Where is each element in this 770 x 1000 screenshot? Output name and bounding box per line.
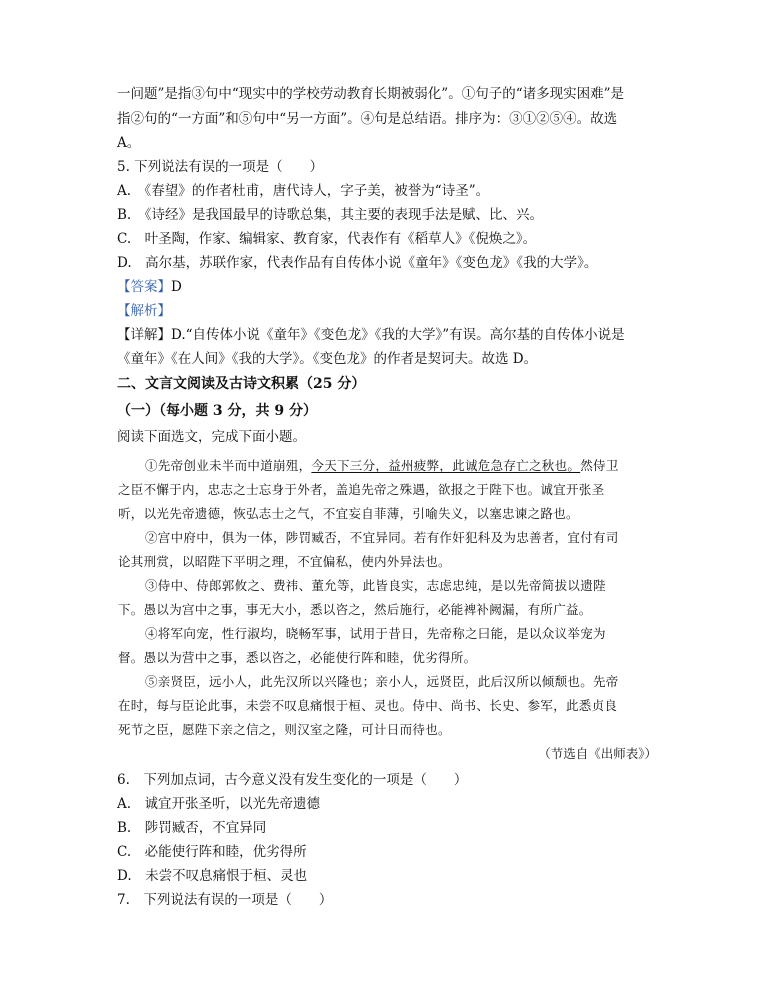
detail-label: 【详解】: [117, 327, 171, 343]
instruction: 阅读下面选文，完成下面小题。: [117, 429, 306, 445]
passage-text: ①先帝创业未半而中道崩殂，: [145, 458, 312, 473]
text-line: A。: [117, 135, 141, 151]
passage-line: [145, 456, 619, 476]
section-title: 二、文言文阅读及古诗文积累（25 分）: [117, 376, 366, 392]
passage-text: 然侍卫: [580, 458, 619, 473]
option-a: A. 诚宜开张圣听，以光先帝遗德: [117, 796, 321, 812]
passage-line: 死节之臣，愿陛下亲之信之，则汉室之隆，可计日而待也。: [118, 722, 451, 737]
passage-line: ③侍中、侍郎郭攸之、费祎、董允等，此皆良实，志虑忠纯，是以先帝简拔以遗陛: [145, 578, 606, 593]
passage-line: 下。愚以为宫中之事，事无大小，悉以咨之，然后施行，必能裨补阙漏，有所广益。: [118, 602, 592, 617]
passage-line: 论其刑赏，以昭陛下平明之理，不宜偏私，使内外异法也。: [118, 554, 451, 569]
option-c: C. 叶圣陶，作家、编辑家、教育家，代表作有《稻草人》《倪焕之》。: [117, 231, 537, 247]
option-c: C. 必能使行阵和睦，优劣得所: [117, 844, 307, 860]
underlined-sentence: 今天下三分，益州疲弊，此诚危急存亡之秋也。: [311, 458, 581, 473]
passage-line: 在时，每与臣论此事，未尝不叹息痛恨于桓、灵也。侍中、尚书、长史、参军，此悉贞良: [118, 698, 618, 713]
option-a: A. 《春望》的作者杜甫，唐代诗人，字子美，被誉为“诗圣”。: [117, 183, 490, 199]
detail-line: [117, 325, 625, 345]
passage-line: ⑤亲贤臣，远小人，此先汉所以兴隆也；亲小人，远贤臣，此后汉所以倾颓也。先帝: [145, 674, 619, 689]
subsection-title: （一）（每小题 3 分，共 9 分）: [117, 403, 317, 419]
passage-line: 听，以光先帝遗德，恢弘志士之气，不宜妄自菲薄，引喻失义，以塞忠谏之路也。: [118, 506, 579, 521]
detail-text: D.“自传体小说《童年》《变色龙》《我的大学》”有误。高尔基的自传体小说是: [171, 327, 625, 343]
option-d: D. 高尔基，苏联作家，代表作品有自传体小说《童年》《变色龙》《我的大学》。: [117, 255, 598, 271]
passage-line: ②宫中府中，俱为一体，陟罚臧否，不宜异同。若有作奸犯科及为忠善者，宜付有司: [145, 530, 619, 545]
analysis-label: 【解析】: [117, 303, 171, 319]
option-b: B. 陟罚臧否，不宜异同: [117, 820, 267, 836]
answer-line: [117, 277, 182, 297]
option-b: B. 《诗经》是我国最早的诗歌总集，其主要的表现手法是赋、比、兴。: [117, 207, 543, 223]
answer-value: D: [171, 279, 182, 295]
answer-label: 【答案】: [117, 279, 171, 295]
passage-source: （节选自《出师表》）: [538, 746, 657, 761]
question-5-stem: 5. 下列说法有误的一项是（ ）: [117, 159, 324, 175]
question-6-stem: 6. 下列加点词，古今意义没有发生变化的一项是（ ）: [117, 772, 468, 788]
question-7-stem: 7. 下列说法有误的一项是（ ）: [117, 892, 333, 908]
text-line: 一问题”是指③句中“现实中的学校劳动教育长期被弱化”。①句子的“诸多现实困难”是: [117, 86, 625, 102]
passage-line: 督。愚以为营中之事，悉以咨之，必能使行阵和睦，优劣得所。: [118, 650, 477, 665]
passage-line: 之臣不懈于内，忠志之士忘身于外者，盖追先帝之殊遇，欲报之于陛下也。诚宜开张圣: [118, 482, 605, 497]
text-line: 指②句的“一方面”和⑤句中“另一方面”。④句是总结语。排序为：③①②⑤④。故选: [117, 111, 618, 127]
detail-text: 《童年》《在人间》《我的大学》。《变色龙》的作者是契诃夫。故选 D。: [117, 351, 538, 367]
passage-line: ④将军向宠，性行淑均，晓畅军事，试用于昔日，先帝称之曰能，是以众议举宠为: [145, 626, 606, 641]
option-d: D. 未尝不叹息痛恨于桓、灵也: [117, 868, 308, 884]
